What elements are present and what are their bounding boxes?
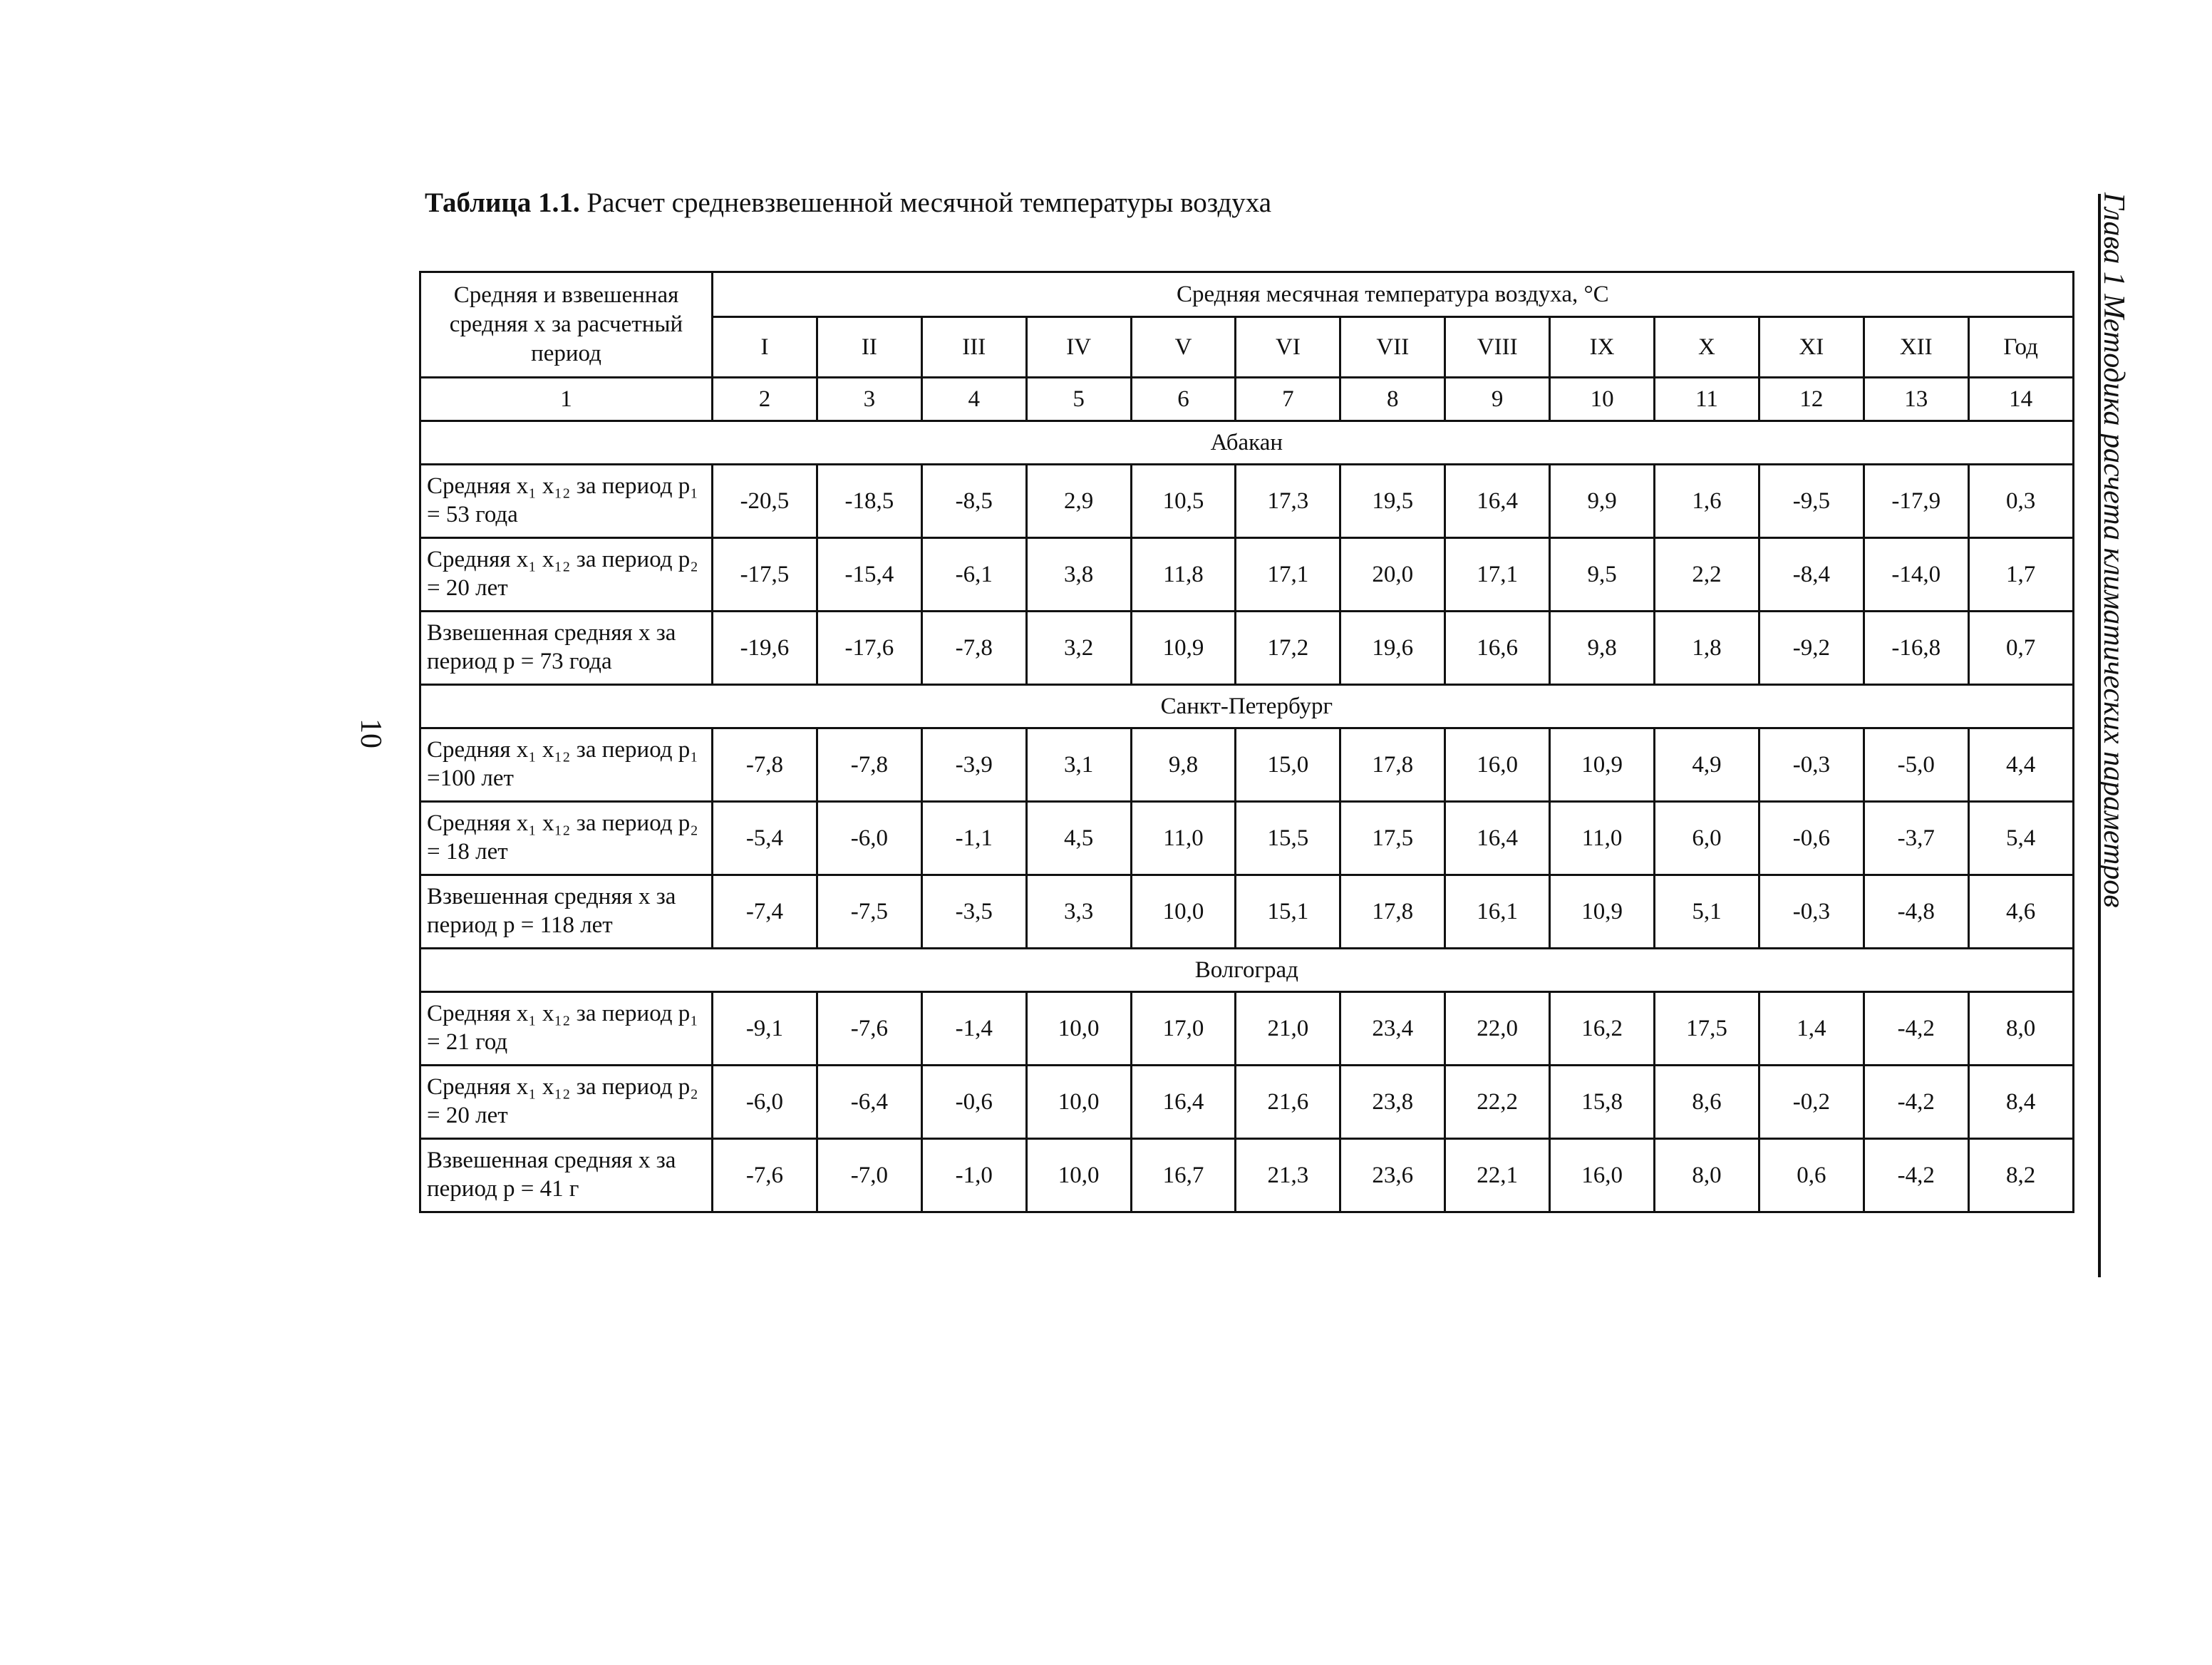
month-header-cell: II	[817, 317, 921, 378]
value-cell: 10,5	[1131, 465, 1236, 538]
table-row	[420, 728, 2074, 802]
column-number-cell: 12	[1759, 378, 1864, 421]
column-number-cell: 14	[1968, 378, 2073, 421]
row-label-cell: Взвешенная средняя x за период p = 118 лет	[420, 875, 713, 949]
value-cell: 8,4	[1968, 1066, 2073, 1139]
value-cell: 16,1	[1445, 875, 1550, 949]
value-cell: 4,5	[1026, 802, 1131, 875]
value-cell: -3,5	[921, 875, 1026, 949]
value-cell: -9,1	[713, 992, 817, 1066]
value-cell: 22,0	[1445, 992, 1550, 1066]
temperature-table-body	[420, 272, 2074, 1212]
value-cell: 2,2	[1655, 538, 1759, 612]
value-cell: 16,4	[1131, 1066, 1236, 1139]
value-cell: 8,2	[1968, 1139, 2073, 1212]
value-cell: -17,9	[1864, 465, 1968, 538]
value-cell: -6,1	[921, 538, 1026, 612]
page-number: 10	[354, 718, 387, 748]
row-header-cell: Средняя и взвешенная средняя x за расчетный период	[420, 272, 713, 378]
value-cell: 21,6	[1236, 1066, 1340, 1139]
value-cell: -20,5	[713, 465, 817, 538]
value-cell: -3,9	[921, 728, 1026, 802]
value-cell: 9,9	[1550, 465, 1655, 538]
value-cell: -3,7	[1864, 802, 1968, 875]
value-cell: -4,8	[1864, 875, 1968, 949]
value-cell: 17,1	[1236, 538, 1340, 612]
value-cell: 1,4	[1759, 992, 1864, 1066]
value-cell: -6,0	[817, 802, 921, 875]
value-cell: 4,4	[1968, 728, 2073, 802]
value-cell: 17,2	[1236, 612, 1340, 685]
value-cell: 17,0	[1131, 992, 1236, 1066]
column-number-cell: 5	[1026, 378, 1131, 421]
value-cell: 11,0	[1550, 802, 1655, 875]
column-number-cell: 1	[420, 378, 713, 421]
month-header-cell: IX	[1550, 317, 1655, 378]
value-cell: 17,8	[1340, 728, 1445, 802]
value-cell: -0,3	[1759, 875, 1864, 949]
column-number-cell: 4	[921, 378, 1026, 421]
value-cell: 9,5	[1550, 538, 1655, 612]
month-header-cell: IV	[1026, 317, 1131, 378]
value-cell: 22,2	[1445, 1066, 1550, 1139]
value-cell: -18,5	[817, 465, 921, 538]
value-cell: 19,6	[1340, 612, 1445, 685]
month-header-cell: XI	[1759, 317, 1864, 378]
value-cell: -19,6	[713, 612, 817, 685]
value-cell: 16,4	[1445, 802, 1550, 875]
value-cell: 10,9	[1550, 728, 1655, 802]
value-cell: 17,5	[1340, 802, 1445, 875]
value-cell: -5,4	[713, 802, 817, 875]
value-cell: -8,5	[921, 465, 1026, 538]
value-cell: -7,6	[817, 992, 921, 1066]
temperature-table	[419, 271, 2074, 1213]
month-header-cell: X	[1655, 317, 1759, 378]
value-cell: 17,1	[1445, 538, 1550, 612]
table-row	[420, 802, 2074, 875]
row-label-cell: Взвешенная средняя x за период p = 73 года	[420, 612, 713, 685]
value-cell: 5,4	[1968, 802, 2073, 875]
month-header-cell: VIII	[1445, 317, 1550, 378]
value-cell: 22,1	[1445, 1139, 1550, 1212]
value-cell: 8,0	[1968, 992, 2073, 1066]
value-cell: 16,7	[1131, 1139, 1236, 1212]
value-cell: -9,2	[1759, 612, 1864, 685]
value-cell: -8,4	[1759, 538, 1864, 612]
value-cell: 10,0	[1026, 1139, 1131, 1212]
value-cell: 1,6	[1655, 465, 1759, 538]
value-cell: -7,5	[817, 875, 921, 949]
value-cell: -0,6	[1759, 802, 1864, 875]
value-cell: 16,2	[1550, 992, 1655, 1066]
header-row-group	[420, 272, 2074, 317]
month-header-cell: I	[713, 317, 817, 378]
value-cell: 3,3	[1026, 875, 1131, 949]
value-cell: 10,0	[1026, 992, 1131, 1066]
value-cell: -5,0	[1864, 728, 1968, 802]
city-row	[420, 685, 2074, 728]
value-cell: -9,5	[1759, 465, 1864, 538]
value-cell: 10,0	[1026, 1066, 1131, 1139]
running-header: Глава 1 Методика расчета климатических параметров	[2097, 192, 2130, 908]
month-header-cell: XII	[1864, 317, 1968, 378]
city-name-cell: Волгоград	[420, 949, 2074, 992]
value-cell: -7,0	[817, 1139, 921, 1212]
row-label-cell: Средняя x₁ x₁₂ за период p₁ = 53 года	[420, 465, 713, 538]
value-cell: -7,8	[921, 612, 1026, 685]
value-cell: -14,0	[1864, 538, 1968, 612]
city-row	[420, 949, 2074, 992]
column-number-cell: 11	[1655, 378, 1759, 421]
value-cell: 9,8	[1550, 612, 1655, 685]
month-header-cell: VI	[1236, 317, 1340, 378]
value-cell: 16,4	[1445, 465, 1550, 538]
value-cell: -17,6	[817, 612, 921, 685]
value-cell: 15,0	[1236, 728, 1340, 802]
value-cell: 0,7	[1968, 612, 2073, 685]
row-label-cell: Средняя x₁ x₁₂ за период p₂ = 20 лет	[420, 1066, 713, 1139]
value-cell: 21,3	[1236, 1139, 1340, 1212]
value-cell: 23,8	[1340, 1066, 1445, 1139]
value-cell: 10,0	[1131, 875, 1236, 949]
column-number-cell: 9	[1445, 378, 1550, 421]
value-cell: 6,0	[1655, 802, 1759, 875]
value-cell: -15,4	[817, 538, 921, 612]
value-cell: 23,4	[1340, 992, 1445, 1066]
table-row	[420, 465, 2074, 538]
value-cell: 16,0	[1445, 728, 1550, 802]
value-cell: -7,4	[713, 875, 817, 949]
city-name-cell: Санкт-Петербург	[420, 685, 2074, 728]
value-cell: 2,9	[1026, 465, 1131, 538]
value-cell: 15,1	[1236, 875, 1340, 949]
value-cell: 5,1	[1655, 875, 1759, 949]
value-cell: 20,0	[1340, 538, 1445, 612]
value-cell: -0,6	[921, 1066, 1026, 1139]
value-cell: 4,9	[1655, 728, 1759, 802]
city-row	[420, 421, 2074, 465]
row-label-cell: Средняя x₁ x₁₂ за период p₂ = 18 лет	[420, 802, 713, 875]
month-header-cell: III	[921, 317, 1026, 378]
group-header-cell: Средняя месячная температура воздуха, °C	[713, 272, 2074, 317]
table-caption-label: Таблица 1.1.	[425, 187, 580, 218]
value-cell: 8,6	[1655, 1066, 1759, 1139]
value-cell: -17,5	[713, 538, 817, 612]
row-label-cell: Средняя x₁ x₁₂ за период p₁ = 21 год	[420, 992, 713, 1066]
value-cell: -7,6	[713, 1139, 817, 1212]
row-label-cell: Средняя x₁ x₁₂ за период p₂ = 20 лет	[420, 538, 713, 612]
value-cell: -0,3	[1759, 728, 1864, 802]
table-row	[420, 1139, 2074, 1212]
value-cell: 16,6	[1445, 612, 1550, 685]
value-cell: 11,0	[1131, 802, 1236, 875]
table-row	[420, 992, 2074, 1066]
value-cell: -4,2	[1864, 1139, 1968, 1212]
value-cell: 15,8	[1550, 1066, 1655, 1139]
value-cell: -6,4	[817, 1066, 921, 1139]
value-cell: -7,8	[817, 728, 921, 802]
month-header-cell: Год	[1968, 317, 2073, 378]
value-cell: -1,1	[921, 802, 1026, 875]
header-row-numbers	[420, 378, 2074, 421]
table-row	[420, 538, 2074, 612]
value-cell: 15,5	[1236, 802, 1340, 875]
value-cell: 10,9	[1550, 875, 1655, 949]
city-name-cell: Абакан	[420, 421, 2074, 465]
value-cell: 19,5	[1340, 465, 1445, 538]
value-cell: 4,6	[1968, 875, 2073, 949]
column-number-cell: 7	[1236, 378, 1340, 421]
value-cell: -7,8	[713, 728, 817, 802]
value-cell: 17,5	[1655, 992, 1759, 1066]
column-number-cell: 6	[1131, 378, 1236, 421]
value-cell: -6,0	[713, 1066, 817, 1139]
value-cell: -1,0	[921, 1139, 1026, 1212]
value-cell: 1,8	[1655, 612, 1759, 685]
value-cell: 3,8	[1026, 538, 1131, 612]
row-label-cell: Средняя x₁ x₁₂ за период p₁ =100 лет	[420, 728, 713, 802]
value-cell: 3,1	[1026, 728, 1131, 802]
row-label-cell: Взвешенная средняя x за период p = 41 г	[420, 1139, 713, 1212]
value-cell: -0,2	[1759, 1066, 1864, 1139]
value-cell: -1,4	[921, 992, 1026, 1066]
value-cell: 3,2	[1026, 612, 1131, 685]
value-cell: 10,9	[1131, 612, 1236, 685]
table-row	[420, 875, 2074, 949]
value-cell: 0,3	[1968, 465, 2073, 538]
value-cell: 16,0	[1550, 1139, 1655, 1212]
value-cell: 9,8	[1131, 728, 1236, 802]
month-header-cell: V	[1131, 317, 1236, 378]
value-cell: -4,2	[1864, 1066, 1968, 1139]
value-cell: 17,3	[1236, 465, 1340, 538]
table-row	[420, 612, 2074, 685]
value-cell: 8,0	[1655, 1139, 1759, 1212]
column-number-cell: 10	[1550, 378, 1655, 421]
value-cell: 1,7	[1968, 538, 2073, 612]
value-cell: 23,6	[1340, 1139, 1445, 1212]
month-header-cell: VII	[1340, 317, 1445, 378]
column-number-cell: 13	[1864, 378, 1968, 421]
table-caption	[425, 187, 1271, 219]
value-cell: 21,0	[1236, 992, 1340, 1066]
column-number-cell: 3	[817, 378, 921, 421]
value-cell: -16,8	[1864, 612, 1968, 685]
table-row	[420, 1066, 2074, 1139]
value-cell: 0,6	[1759, 1139, 1864, 1212]
value-cell: -4,2	[1864, 992, 1968, 1066]
table-caption-text: Расчет средневзвешенной месячной температуры воздуха	[586, 187, 1272, 218]
column-number-cell: 2	[713, 378, 817, 421]
column-number-cell: 8	[1340, 378, 1445, 421]
value-cell: 17,8	[1340, 875, 1445, 949]
value-cell: 11,8	[1131, 538, 1236, 612]
